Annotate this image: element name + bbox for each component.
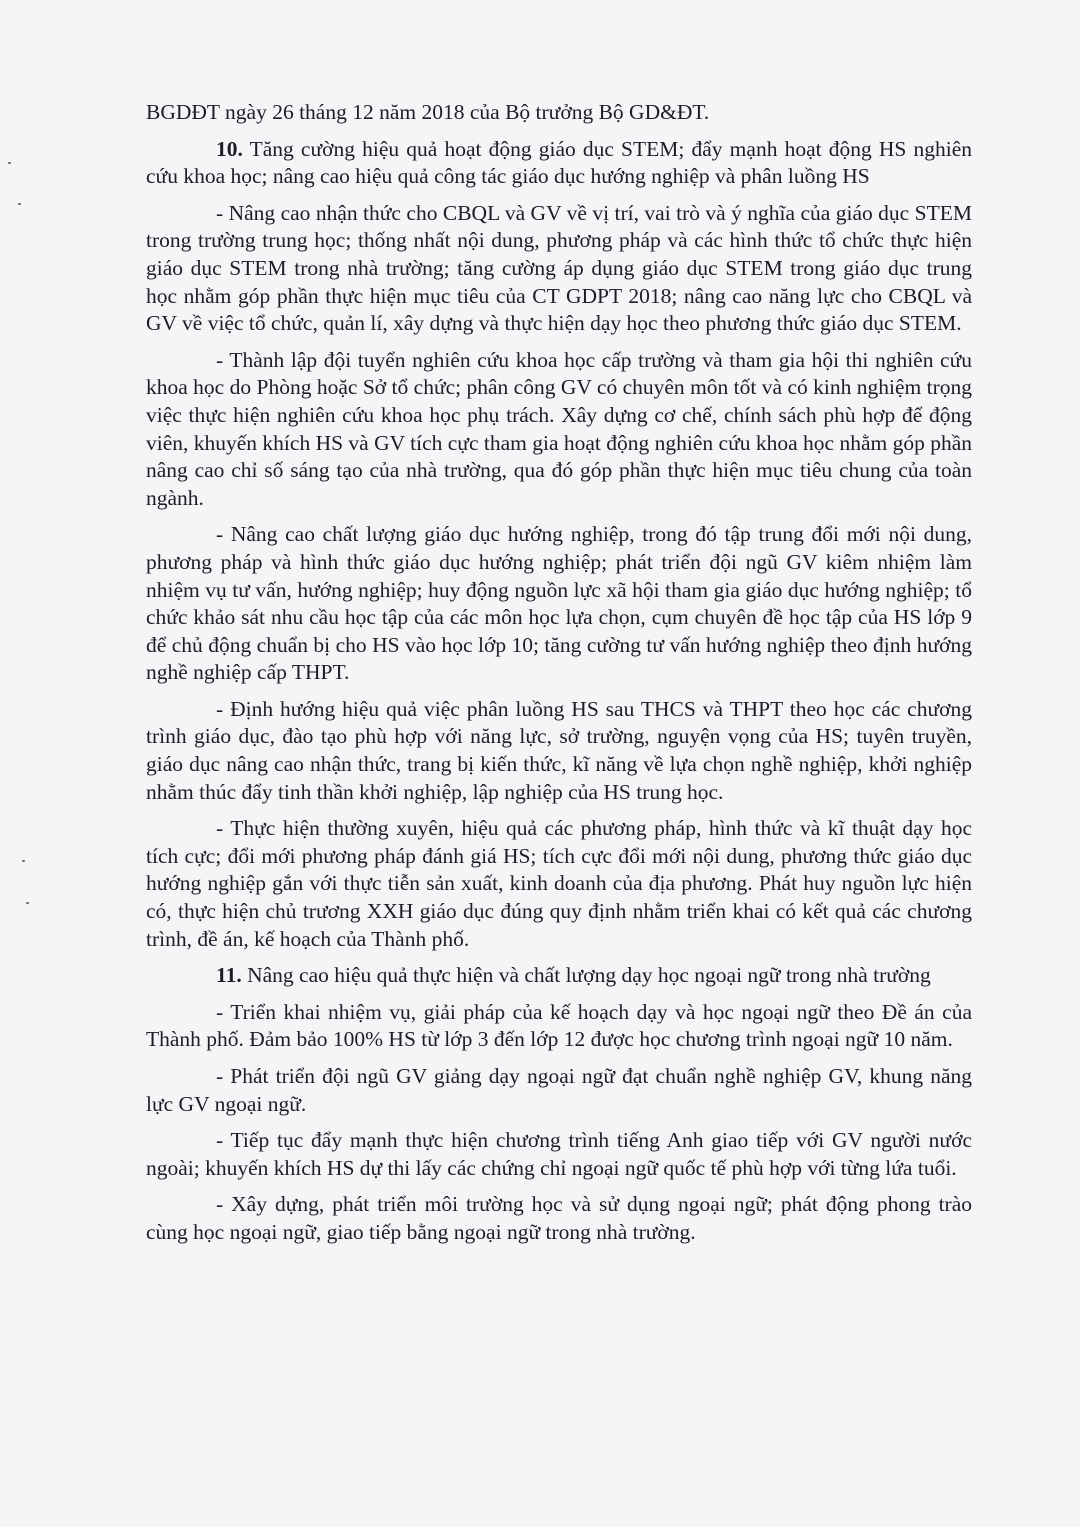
section-number: 11. bbox=[216, 963, 242, 988]
paragraph-text: BGDĐT ngày 26 tháng 12 năm 2018 của Bộ trưởng Bộ GD&ĐT. bbox=[146, 100, 710, 124]
paragraph-text: - Triển khai nhiệm vụ, giải pháp của kế hoạch dạy và học ngoại ngữ theo Đề án của Thành phố. Đảm bảo 100% HS từ lớp 3 đến lớp 12 được học chương trình ngoại ngữ 10 năm. bbox=[146, 999, 972, 1052]
scan-speck bbox=[22, 860, 25, 862]
paragraph-text: - Định hướng hiệu quả việc phân luồng HS sau THCS và THPT theo học các chương trình giáo dục, đào tạo phù hợp với năng lực, sở trường, nguyện vọng của HS; tuyên truyền, giáo dục nâng cao nhận thức, trang bị kiến thức, kĩ năng về lựa chọn nghề nghiệp, khởi nghiệp nhằm thúc đẩy tinh thần khởi nghiệp, lập nghiệp của HS trung học. bbox=[146, 696, 972, 804]
paragraph-streaming bbox=[146, 696, 972, 806]
section-11-heading bbox=[146, 962, 972, 990]
scan-speck bbox=[18, 203, 21, 205]
paragraph-research-team bbox=[146, 347, 972, 513]
document-body bbox=[146, 99, 972, 1256]
paragraph-text: - Phát triển đội ngũ GV giảng dạy ngoại ngữ đạt chuẩn nghề nghiệp GV, khung năng lực GV ngoại ngữ. bbox=[146, 1064, 972, 1116]
paragraph-stem-awareness bbox=[146, 200, 972, 338]
paragraph-text: - Xây dựng, phát triển môi trường học và sử dụng ngoại ngữ; phát động phong trào cùng học ngoại ngữ, giao tiếp bằng ngoại ngữ trong nhà trường. bbox=[146, 1192, 972, 1244]
paragraph-english-communication bbox=[146, 1127, 972, 1182]
paragraph-text: - Tiếp tục đẩy mạnh thực hiện chương trình tiếng Anh giao tiếp với GV người nước ngoài; khuyến khích HS dự thi lấy các chứng chỉ ngoại ngữ quốc tế phù hợp với từng lứa tuổi. bbox=[146, 1128, 972, 1180]
paragraph-active-methods bbox=[146, 815, 972, 953]
paragraph-text: - Thực hiện thường xuyên, hiệu quả các phương pháp, hình thức và kĩ thuật dạy học tích cực; đổi mới phương pháp đánh giá HS; tích cực đổi mới nội dung, phương thức giáo dục hướng nghiệp gắn với thực tiễn sản xuất, kinh doanh của địa phương. Phát huy nguồn lực hiện có, thực hiện chủ trương XXH giáo dục đúng quy định nhằm triển khai có kết quả các chương trình, đề án, kế hoạch của Thành phố. bbox=[146, 816, 972, 951]
paragraph-career-guidance bbox=[146, 521, 972, 687]
paragraph-continuation bbox=[146, 99, 972, 127]
paragraph-text: - Thành lập đội tuyển nghiên cứu khoa học cấp trường và tham gia hội thi nghiên cứu khoa học do Phòng hoặc Sở tổ chức; phân công GV có chuyên môn tốt và có kinh nghiệm trọng việc thực hiện nghiên cứu khoa học phụ trách. Xây dựng cơ chế, chính sách phù hợp để động viên, khuyến khích HS và GV tích cực tham gia hoạt động nghiên cứu khoa học nhằm góp phần nâng cao chỉ số sáng tạo của nhà trường, qua đó góp phần thực hiện mục tiêu chung của toàn ngành. bbox=[146, 347, 972, 510]
scan-speck bbox=[26, 902, 29, 904]
section-heading-text: Tăng cường hiệu quả hoạt động giáo dục STEM; đẩy mạnh hoạt động HS nghiên cứu khoa học; nâng cao hiệu quả công tác giáo dục hướng nghiệp và phân luồng HS bbox=[146, 136, 972, 189]
section-heading-text: Nâng cao hiệu quả thực hiện và chất lượng dạy học ngoại ngữ trong nhà trường bbox=[241, 963, 931, 988]
scan-speck bbox=[8, 162, 11, 164]
paragraph-foreign-language-plan bbox=[146, 999, 972, 1054]
paragraph-text: - Nâng cao nhận thức cho CBQL và GV về vị trí, vai trò và ý nghĩa của giáo dục STEM trong trường trung học; thống nhất nội dung, phương pháp và các hình thức tổ chức thực hiện giáo dục STEM trong nhà trường; tăng cường áp dụng giáo dục STEM trong giáo dục trung học nhằm góp phần thực hiện mục tiêu của CT GDPT 2018; nâng cao năng lực cho CBQL và GV về việc tổ chức, quản lí, xây dựng và thực hiện dạy học theo phương thức giáo dục STEM. bbox=[146, 200, 972, 336]
paragraph-teacher-development bbox=[146, 1063, 972, 1118]
section-10-heading bbox=[146, 136, 972, 191]
paragraph-language-environment bbox=[146, 1191, 972, 1246]
paragraph-text: - Nâng cao chất lượng giáo dục hướng nghiệp, trong đó tập trung đổi mới nội dung, phương pháp và hình thức giáo dục hướng nghiệp; phát triển đội ngũ GV kiêm nhiệm làm nhiệm vụ tư vấn, hướng nghiệp; huy động nguồn lực xã hội tham gia giáo dục hướng nghiệp; tổ chức khảo sát nhu cầu học tập của các môn học lựa chọn, cụm chuyên đề học tập của HS lớp 9 để chủ động chuẩn bị cho HS vào học lớp 10; tăng cường tư vấn hướng nghiệp theo định hướng nghề nghiệp cấp THPT. bbox=[146, 522, 972, 685]
section-number: 10. bbox=[216, 136, 243, 161]
